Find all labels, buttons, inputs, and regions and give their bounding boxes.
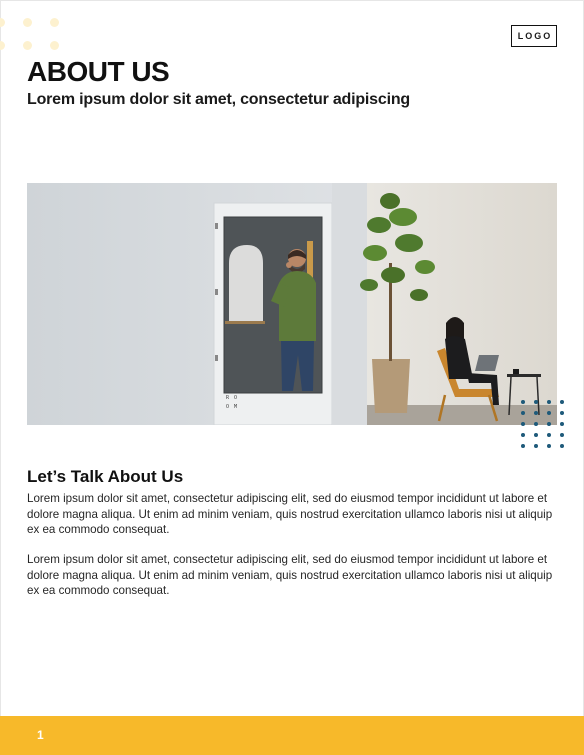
booth-sign-letter: O <box>226 404 230 410</box>
decorative-dot-pattern-top <box>0 14 62 54</box>
page-title: ABOUT US <box>27 56 170 87</box>
page-number: 1 <box>37 728 44 742</box>
page-subtitle: Lorem ipsum dolor sit amet, consectetur adipiscing <box>27 91 410 108</box>
office-photo <box>27 183 557 425</box>
booth-sign-letter: M <box>234 404 238 410</box>
booth-sign-letter: O <box>234 395 238 401</box>
logo: LOGO <box>511 25 557 47</box>
body-paragraph: Lorem ipsum dolor sit amet, consectetur adipiscing elit, sed do eiusmod tempor incididunt ut labore et dolore magna aliqua. Ut enim ad minim veniam, quis nostrud exercitation ullamco laboris nisi ut aliquip ex ea commodo consequat. <box>27 492 553 537</box>
section-heading: Let’s Talk About Us <box>27 467 184 486</box>
body-paragraph: Lorem ipsum dolor sit amet, consectetur adipiscing elit, sed do eiusmod tempor incididunt ut labore et dolore magna aliqua. Ut enim ad minim veniam, quis nostrud exercitation ullamco laboris nisi ut aliquip ex ea commodo consequat. <box>27 553 553 598</box>
footer-bar <box>0 716 584 755</box>
booth-sign-letter: R <box>226 395 230 401</box>
decorative-dot-pattern-bottom <box>519 398 564 450</box>
